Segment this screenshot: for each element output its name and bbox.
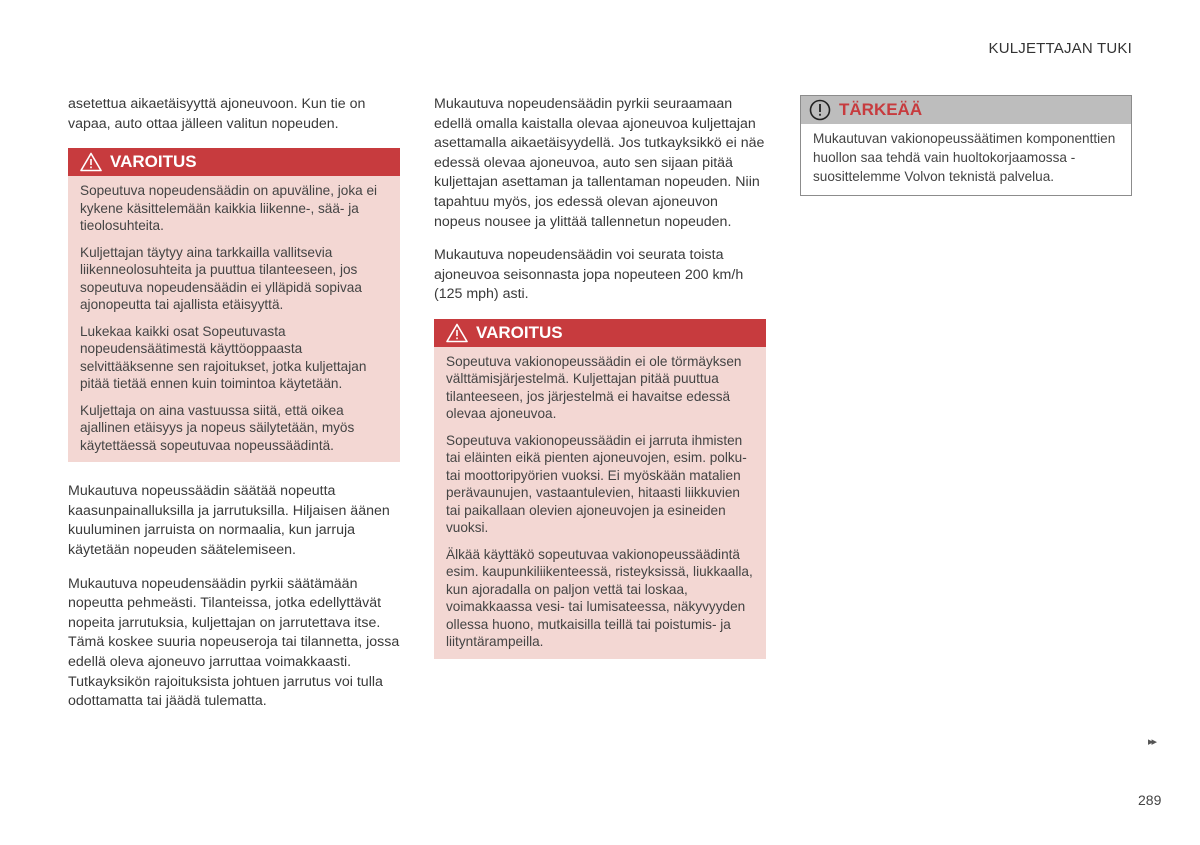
next-page-arrows-icon: ▸▸ <box>1148 736 1156 748</box>
body-paragraph: Mukautuva nopeudensäädin pyrkii säätämään nopeutta pehmeästi. Tilanteissa, jotka edellyttävät nopeita jarrutuksia, kuljettajan on jarrutettava itse. Tämä koskee suuria nopeuseroja tai tilannetta, jossa edellä oleva ajoneuvo jarruttaa voimakkaasti. Tutkayksikön rajoituksista johtuen jarrutus voi tulla odottamatta tai jäädä tulematta. <box>68 575 400 710</box>
warning-box-2 <box>434 319 766 659</box>
column-3 <box>800 95 1132 196</box>
body-paragraph: Mukautuva nopeudensäädin voi seurata toista ajoneuvoa seisonnasta jopa nopeuteen 200 km/h (125 mph) asti. <box>434 247 744 303</box>
body-paragraph: Mukautuva nopeudensäädin pyrkii seuraamaan edellä omalla kaistalla olevaa ajoneuvoa kuljettajan asettamalla aikaetäisyydellä. Jos tutkayksikkö ei näe edessä olevaa ajoneuvoa, auto sen sijaan pitää kuljettajan asettaman ja tallentaman nopeuden. Niin tapahtuu myös, jos edessä olevan ajoneuvon nopeus nousee ja ylittää tallennetun nopeuden. <box>434 96 765 230</box>
warning-paragraph: Kuljettajan täytyy aina tarkkailla vallitsevia liikenneolosuhteita ja puuttua tilanteeseen, jos sopeutuva nopeudensäädin ei ylläpidä sopivaa ajonopeutta tai ajallista etäisyyttä. <box>80 244 362 313</box>
warning-title: VAROITUS <box>110 152 197 172</box>
important-box <box>800 95 1132 196</box>
exclamation-circle-icon <box>809 99 831 121</box>
warning-triangle-icon <box>446 323 468 343</box>
warning-header <box>68 148 400 176</box>
page-number: 289 <box>1138 792 1162 808</box>
warning-triangle-icon <box>80 152 102 172</box>
important-header <box>801 96 1131 124</box>
warning-paragraph: Sopeutuva nopeudensäädin on apuväline, joka ei kykene käsittelemään kaikkia liikenne-, sää- ja tieolosuhteita. <box>80 183 378 234</box>
column-2 <box>434 95 766 679</box>
warning-box-1 <box>68 148 400 462</box>
warning-body <box>434 347 766 659</box>
section-title: KULJETTAJAN TUKI <box>988 40 1132 57</box>
warning-paragraph: Kuljettaja on aina vastuussa siitä, että oikea ajallinen etäisyys ja nopeus säilytetään, myös käytettäessä sopeutuvaa nopeussäädintä. <box>80 402 355 453</box>
important-body <box>801 124 1131 195</box>
warning-title: VAROITUS <box>476 322 563 342</box>
body-paragraph: Mukautuva nopeussäädin säätää nopeutta kaasunpainalluksilla ja jarrutuksilla. Hiljaisen äänen kuuluminen jarruista on normaalia, kun jarruja käytetään nopeuden säätelemiseen. <box>68 483 390 558</box>
warning-paragraph: Älkää käyttäkö sopeutuvaa vakionopeussäädintä esim. kaupunkiliikenteessä, risteyksissä, liukkaalla, kun ajoradalla on paljon vettä tai loskaa, voimakkaassa vesi- tai lumisateessa, näkyvyyden ollessa huono, mutkaisilla teillä tai poistumis- ja liityntärampeilla. <box>446 546 753 650</box>
intro-paragraph: asetettua aikaetäisyyttä ajoneuvoon. Kun tie on vapaa, auto ottaa jälleen valitun nopeuden. <box>68 96 366 132</box>
warning-header <box>434 319 766 347</box>
column-1 <box>68 95 400 726</box>
warning-body <box>68 176 400 462</box>
important-title: TÄRKEÄÄ <box>839 100 923 119</box>
important-text: Mukautuvan vakionopeussäätimen komponenttien huollon saa tehdä vain huoltokorjaamossa - suosittelemme Volvon teknistä palvelua. <box>813 131 1116 184</box>
warning-paragraph: Sopeutuva vakionopeussäädin ei ole törmäyksen välttämisjärjestelmä. Kuljettajan pitää puuttua tilanteeseen, jos järjestelmä ei havaitse edessä olevaa ajoneuvoa. <box>446 353 742 422</box>
warning-paragraph: Lukekaa kaikki osat Sopeutuvasta nopeudensäätimestä käyttöoppaasta selvittääksenne sen rajoitukset, jotka kuljettajan pitää tietää ennen kuin toimintoa käytetään. <box>80 323 367 392</box>
warning-paragraph: Sopeutuva vakionopeussäädin ei jarruta ihmisten tai eläinten eikä pienten ajoneuvojen, esim. polku- tai moottoripyörien vuoksi. Ei myöskään matalien perävaunujen, vastaantulevien, hitaasti liikkuvien tai paikallaan olevien ajoneuvojen ja esineiden vuoksi. <box>446 432 747 536</box>
